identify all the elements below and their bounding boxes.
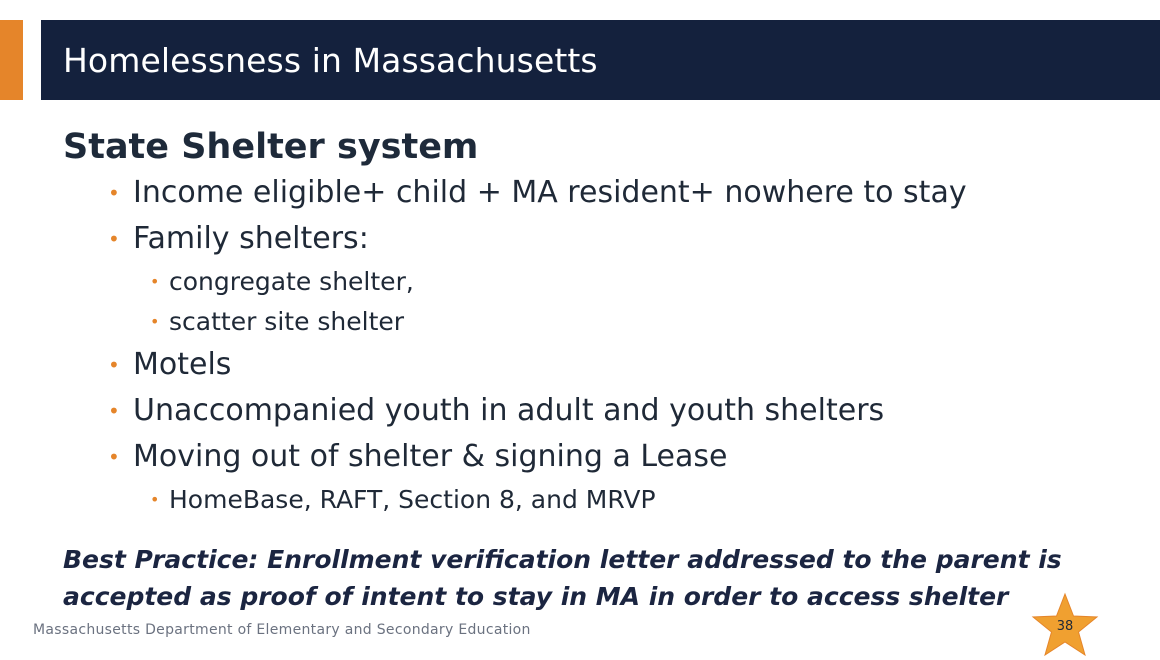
sub-bullet-item <box>150 480 1123 520</box>
sub-bullet-list <box>150 262 1123 342</box>
bullet-icon: • <box>150 312 160 331</box>
slide-content <box>63 124 1123 520</box>
bullet-icon: • <box>108 353 120 377</box>
section-heading: State Shelter system <box>63 127 479 167</box>
bullet-icon: • <box>108 399 120 423</box>
accent-bar <box>0 20 23 100</box>
bullet-icon: • <box>108 227 120 251</box>
bullet-icon: • <box>150 490 160 509</box>
bullet-text: Motels <box>133 347 232 382</box>
bullet-item <box>108 434 1123 520</box>
sub-bullet-item <box>150 302 1123 342</box>
slide-title: Homelessness in Massachusetts <box>63 40 598 80</box>
bullet-item <box>108 388 1123 434</box>
sub-bullet-text: scatter site shelter <box>169 307 405 336</box>
footer-text: Massachusetts Department of Elementary and Secondary Education <box>33 622 531 638</box>
sub-bullet-list <box>150 480 1123 520</box>
sub-bullet-text: HomeBase, RAFT, Section 8, and MRVP <box>169 485 656 514</box>
bullet-item <box>108 216 1123 342</box>
bullet-item <box>108 170 1123 216</box>
best-practice-note: Best Practice: Enrollment verification letter addressed to the parent is accepted as proof of intent to stay in MA in order to access shelter <box>63 545 1062 611</box>
title-bar <box>41 20 1160 100</box>
bullet-text: Unaccompanied youth in adult and youth shelters <box>133 393 885 428</box>
sub-bullet-item <box>150 262 1123 302</box>
bullet-list <box>108 170 1123 520</box>
bullet-icon: • <box>108 181 120 205</box>
bullet-icon: • <box>150 272 160 291</box>
bullet-item <box>108 342 1123 388</box>
bullet-text: Moving out of shelter & signing a Lease <box>133 439 728 474</box>
bullet-text: Family shelters: <box>133 221 369 256</box>
bullet-icon: • <box>108 445 120 469</box>
page-number: 38 <box>1056 619 1074 634</box>
bullet-text: Income eligible+ child + MA resident+ nowhere to stay <box>133 175 967 210</box>
sub-bullet-text: congregate shelter, <box>169 267 414 296</box>
